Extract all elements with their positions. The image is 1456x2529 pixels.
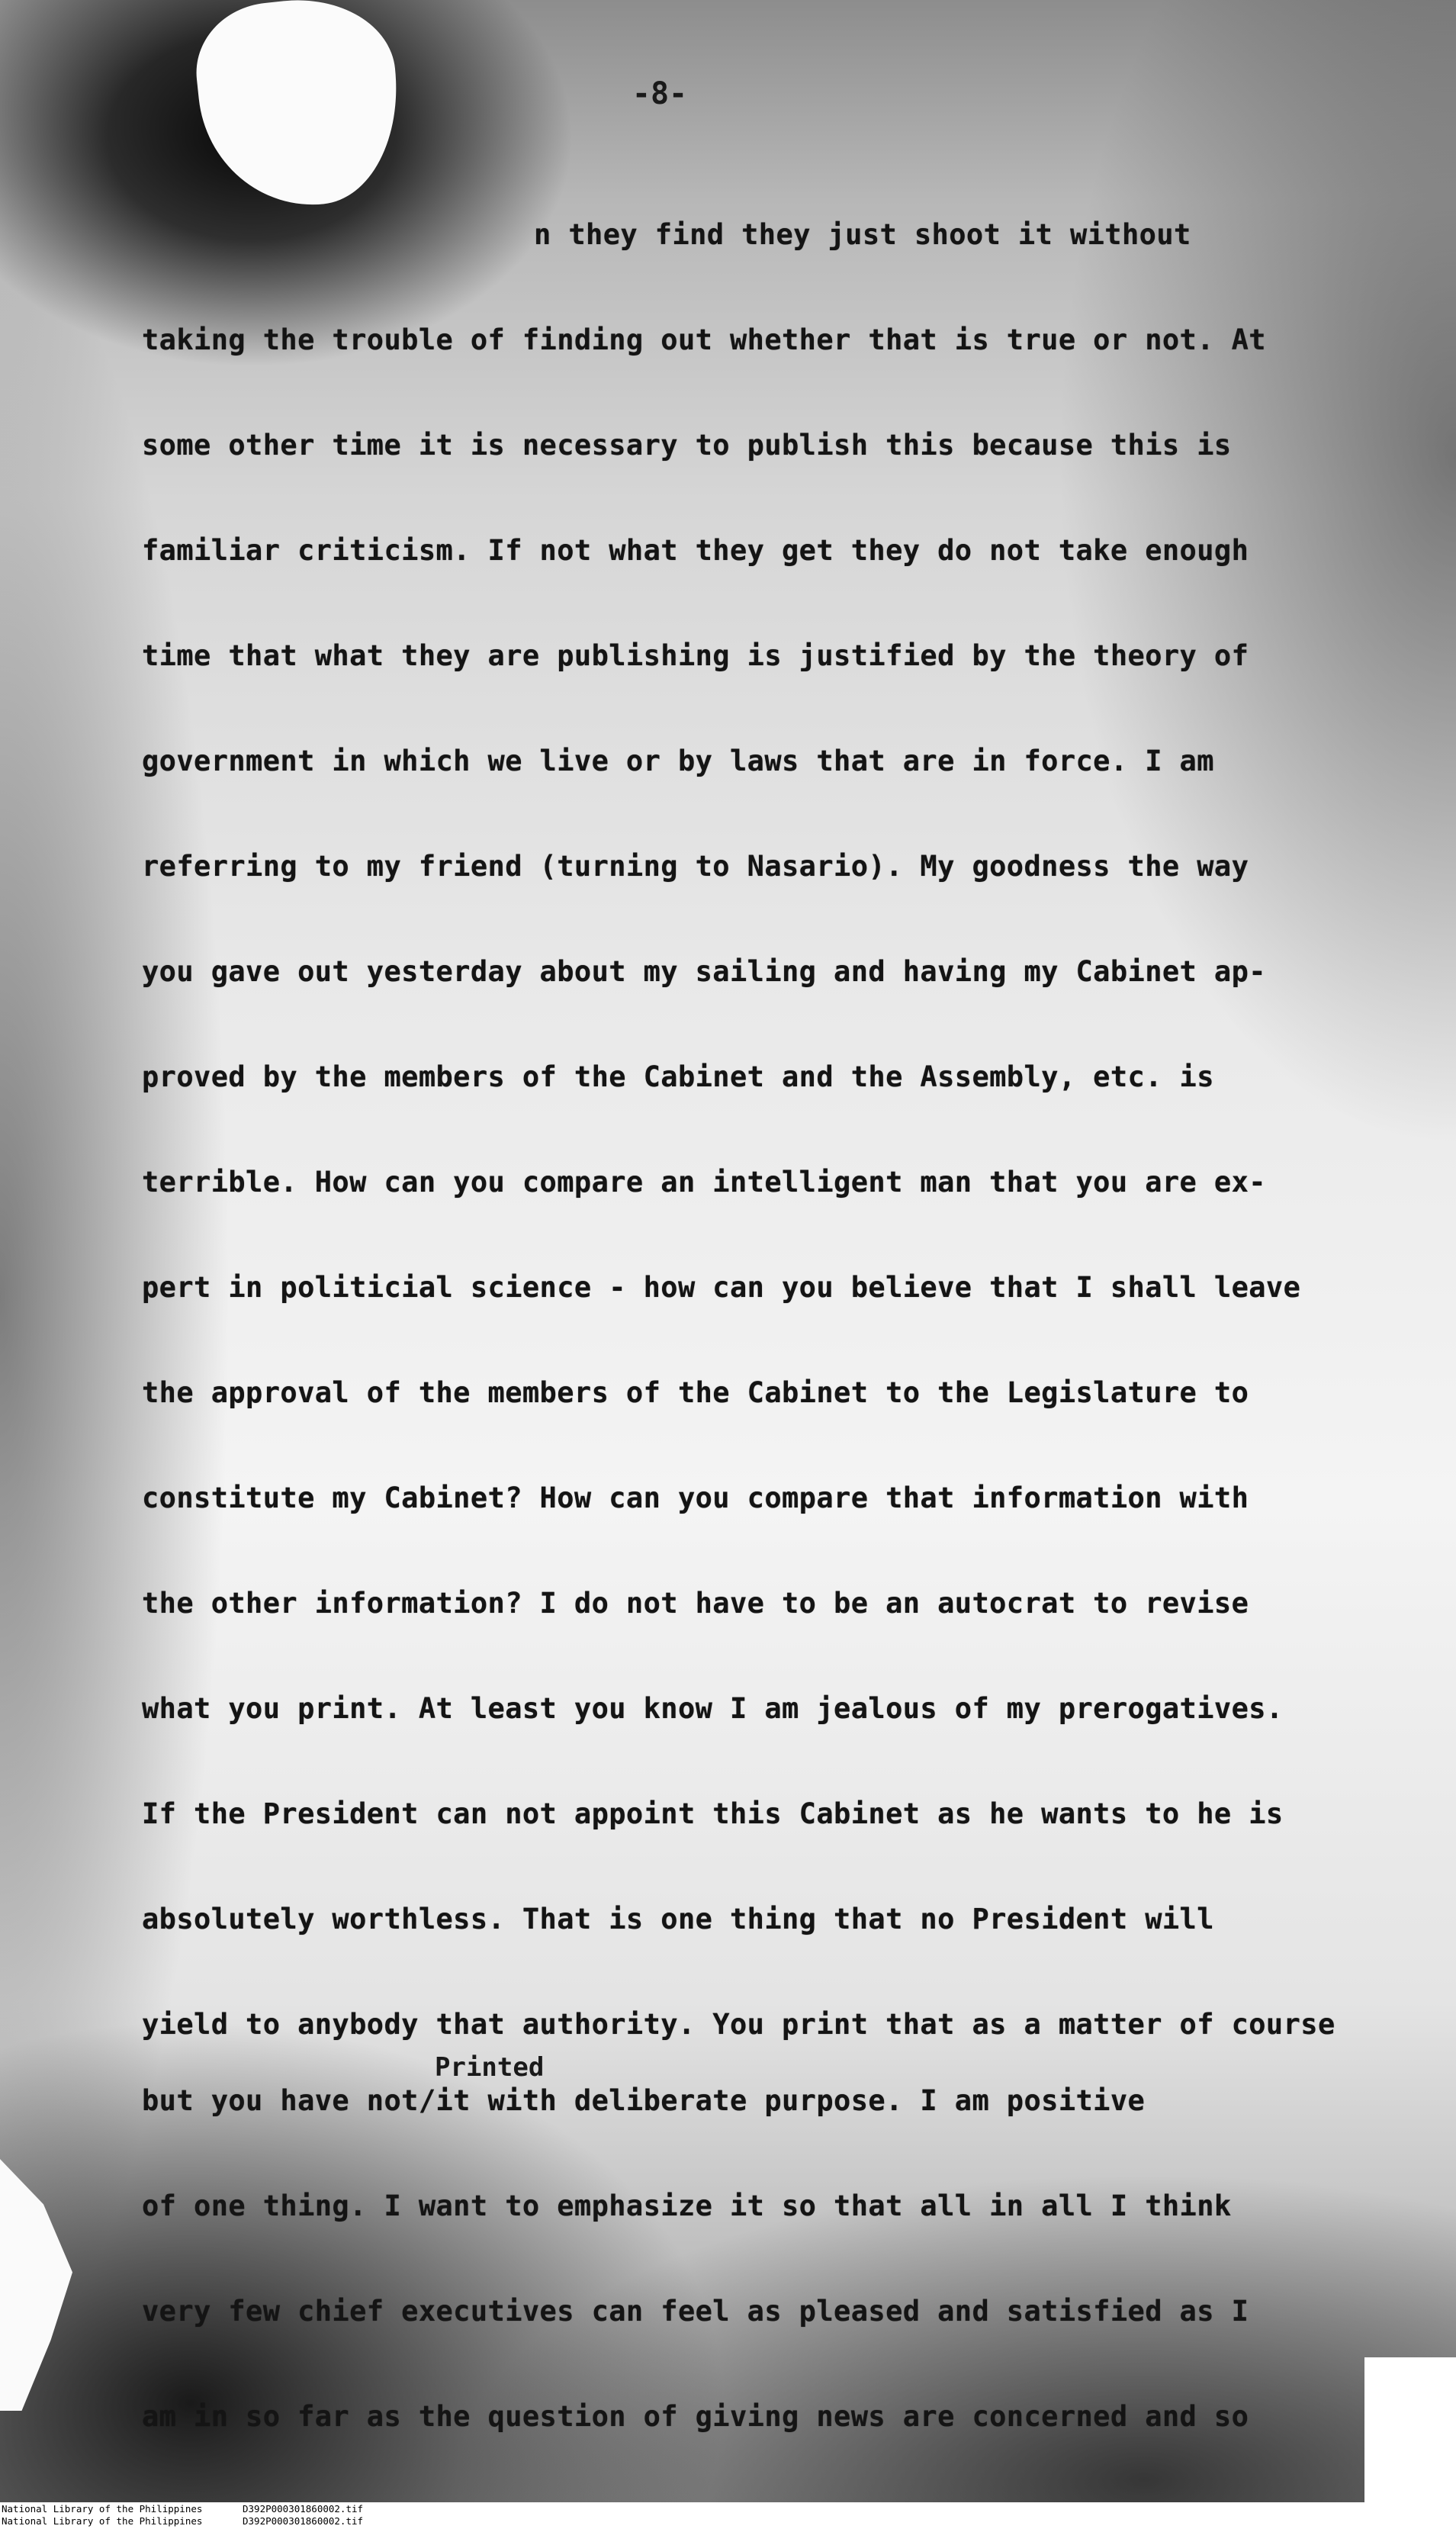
text-line: referring to my friend (turning to Nasario). My goodness the way (142, 850, 1249, 883)
text-line: government in which we live or by laws that are in force. I am (142, 745, 1214, 777)
text-line: you gave out yesterday about my sailing and having my Cabinet ap- (142, 955, 1266, 988)
text-line: but you have not/it with deliberate purpose. I am positive (142, 2084, 1146, 2117)
text-line: the other information? I do not have to be an autocrat to revise (142, 1587, 1249, 1620)
text-line: absolutely worthless. That is one thing that no President will (142, 1903, 1214, 1935)
text-line: n they find they just shoot it without (534, 218, 1191, 251)
text-line: some other time it is necessary to publish this because this is (142, 429, 1232, 462)
footer-row (0, 2503, 1456, 2515)
text-line: am in so far as the question of giving news are concerned and so (142, 2400, 1249, 2433)
footer-row (0, 2515, 1456, 2527)
text-line: taking the trouble of finding out whether that is true or not. At (142, 323, 1266, 356)
text-line: familiar criticism. If not what they get they do not take enough (142, 534, 1249, 567)
text-line: terrible. How can you compare an intelligent man that you are ex- (142, 1166, 1266, 1199)
text-line: pert in politicial science - how can you believe that I shall leave (142, 1271, 1301, 1304)
text-line: constitute my Cabinet? How can you compare that information with (142, 1482, 1249, 1514)
footer-library: National Library of the Philippines (2, 2515, 203, 2527)
paper-corner (1364, 2357, 1456, 2502)
page-number: -8- (632, 76, 688, 111)
text-line: yield to anybody that authority. You print that as a matter of course (142, 2008, 1335, 2041)
footer-filename: D392P000301860002.tif (243, 2503, 364, 2515)
footer-filename: D392P000301860002.tif (243, 2515, 364, 2527)
footer-library: National Library of the Philippines (2, 2503, 203, 2515)
torn-hole (190, 0, 409, 216)
text-line: If the President can not appoint this Cabinet as he wants to he is (142, 1797, 1284, 1830)
text-line: the approval of the members of the Cabinet to the Legislature to (142, 1376, 1249, 1409)
text-line: very few chief executives can feel as pleased and satisfied as I (142, 2295, 1249, 2328)
text-line: proved by the members of the Cabinet and the Assembly, etc. is (142, 1060, 1214, 1093)
archive-footer (0, 2503, 1456, 2529)
text-line: time that what they are publishing is justified by the theory of (142, 639, 1249, 672)
handwritten-insert: Printed (435, 2052, 545, 2083)
text-line: of one thing. I want to emphasize it so that all in all I think (142, 2190, 1232, 2222)
text-line: what you print. At least you know I am jealous of my prerogatives. (142, 1692, 1284, 1725)
torn-edge (0, 2159, 72, 2411)
